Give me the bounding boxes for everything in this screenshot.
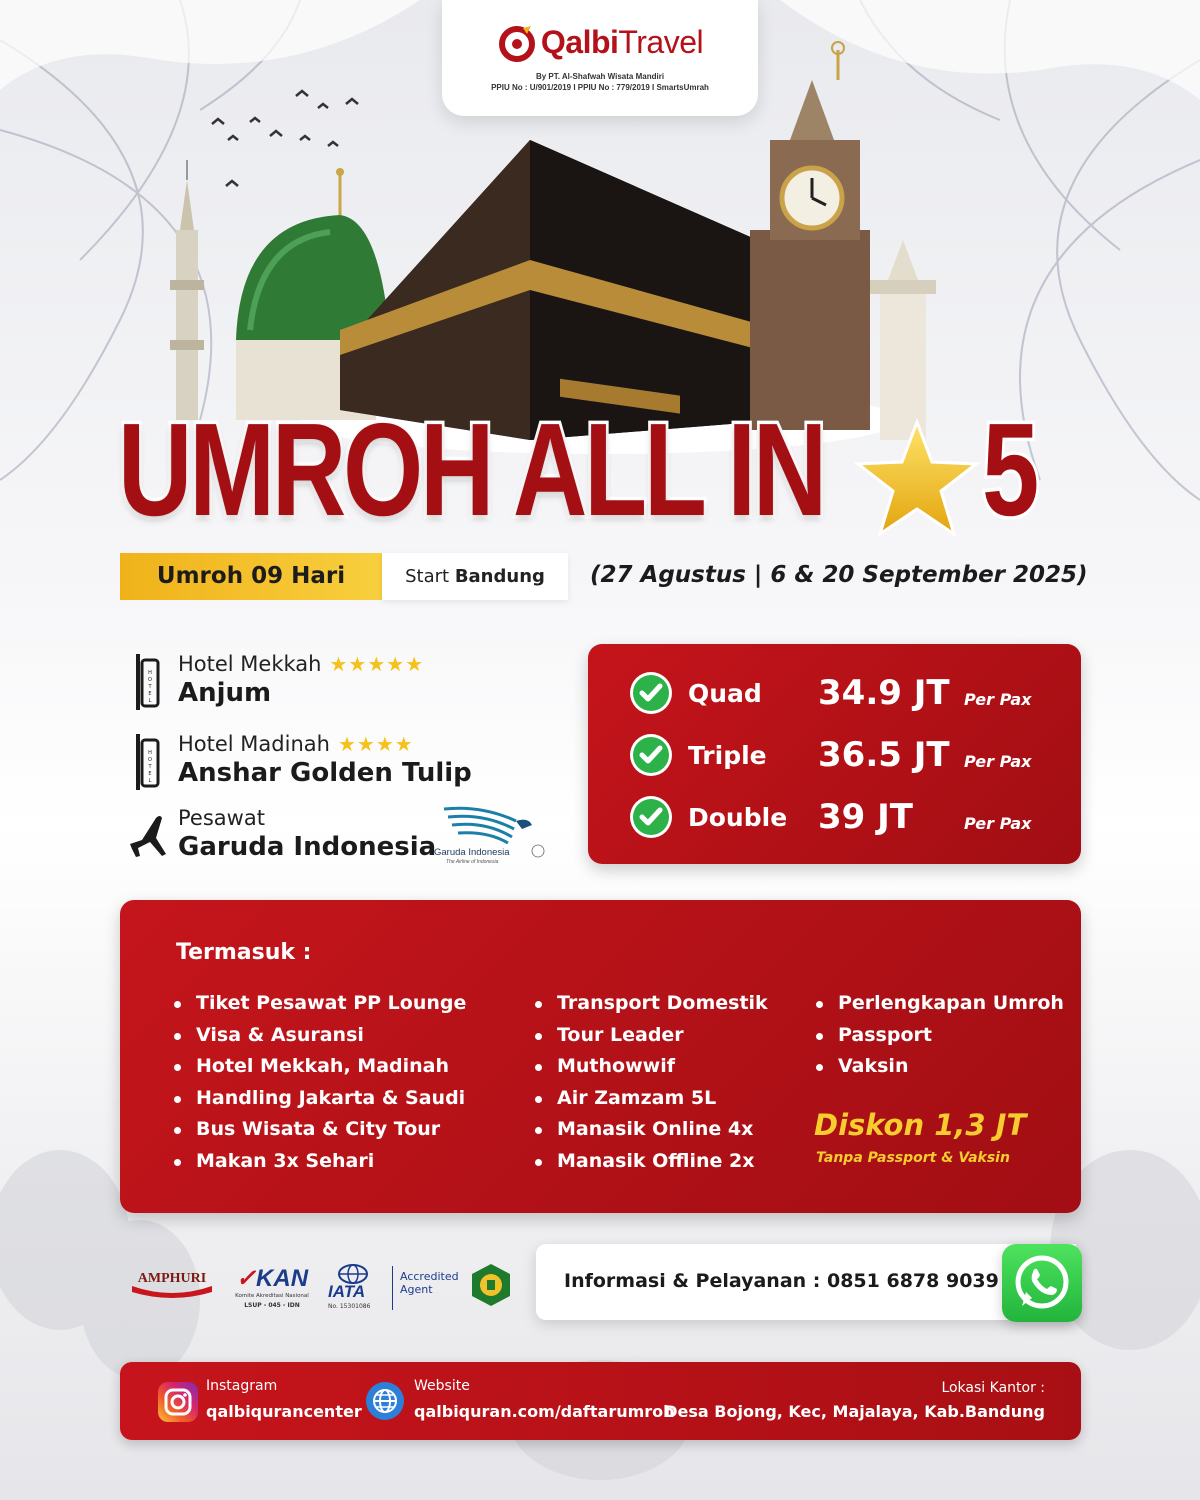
office-address: Desa Bojong, Kec, Majalaya, Kab.Bandung [664,1402,1045,1421]
divider [392,1266,393,1310]
globe-icon[interactable] [366,1382,404,1420]
instagram-label: Instagram [206,1378,278,1394]
price-type: Quad [688,678,762,708]
garuda-logo-text: Garuda Indonesia [434,847,510,858]
list-item: Makan 3x Sehari [174,1146,466,1178]
headline-star-number: 5 [982,396,1040,543]
list-item: Handling Jakarta & Saudi [174,1083,466,1115]
brand-company: By PT. Al-Shafwah Wisata Mandiri [535,72,665,81]
price-type: Double [688,802,788,832]
list-item: Tour Leader [535,1020,768,1052]
website-label: Website [414,1378,470,1394]
iata-number: No. 15301086 [328,1303,371,1310]
garuda-tagline: The Airline of Indonesia [446,859,499,865]
price-per: Per Pax [964,689,1032,709]
plane-label: Pesawat [178,806,265,830]
list-item: Perlengkapan Umroh [816,988,1064,1020]
list-item: Visa & Asuransi [174,1020,466,1052]
includes-column-2 [535,988,768,1177]
hotel-madinah-stars: ★★★★ [337,732,414,756]
hotel-mekkah-stars: ★★★★★ [329,652,425,676]
qalbi-logo-icon [497,22,537,62]
svg-text:O: O [148,677,152,683]
price-value: 34.9 JT [818,673,950,713]
kan-subtitle: Komite Akreditasi Nasional [235,1293,309,1299]
hotel-madinah-label: Hotel Madinah [178,732,330,756]
discount-title: Diskon 1,3 JT [814,1108,1027,1142]
hotel-madinah-name: Anshar Golden Tulip [178,758,472,788]
price-per: Per Pax [964,751,1032,771]
hotel-mekkah-name: Anjum [178,678,272,708]
svg-text:H: H [148,670,152,676]
list-item: Air Zamzam 5L [535,1083,768,1115]
price-row-quad [630,670,1070,716]
list-item: Hotel Mekkah, Madinah [174,1051,466,1083]
start-city: Bandung [454,566,545,587]
svg-text:O: O [148,757,152,763]
price-value: 36.5 JT [818,735,950,775]
check-icon [630,734,672,776]
includes-column-1 [174,988,466,1177]
amphuri-text: AMPHURI [137,1271,207,1286]
amphuri-logo [126,1266,218,1300]
list-item: Passport [816,1020,1064,1052]
price-per: Per Pax [964,813,1032,833]
plane-name: Garuda Indonesia [178,832,437,862]
svg-text:T: T [148,764,152,770]
star-icon [854,418,980,538]
kan-logo: ✓KAN Komite Akreditasi Nasional LSUP - 045 - IDN [230,1266,314,1318]
discount-note: Tanpa Passport & Vaksin [816,1150,1010,1166]
whatsapp-icon [1002,1244,1082,1322]
flight-info [126,806,436,862]
kemenag-logo [468,1262,514,1308]
includes-column-3 [816,988,1064,1083]
svg-text:E: E [148,691,152,697]
iata-accredited: Accredited [400,1270,459,1283]
footer-bar [120,1362,1081,1440]
whatsapp-button[interactable] [1002,1244,1082,1322]
kan-text: KAN [256,1265,309,1292]
brand-name: QalbiTravel [540,23,704,60]
hotel-madinah-info [130,732,472,792]
list-item: Vaksin [816,1051,1064,1083]
office-label: Lokasi Kantor : [941,1380,1045,1396]
svg-text:L: L [148,698,152,704]
includes-title: Termasuk : [176,940,312,965]
instagram-handle[interactable]: qalbiqurancenter [206,1402,362,1421]
svg-text:L: L [148,778,152,784]
price-value: 39 JT [818,797,913,837]
brand-license: PPIU No : U/901/2019 I PPIU No : 779/2019 I SmartsUmrah [491,83,709,92]
hotel-mekkah-label: Hotel Mekkah [178,652,322,676]
includes-box [120,900,1081,1213]
hotel-sign-icon [130,652,170,712]
list-item: Muthowwif [535,1051,768,1083]
check-icon [630,672,672,714]
iata-logo [324,1260,474,1320]
website-url[interactable]: qalbiquran.com/daftarumroh [414,1402,675,1421]
hotel-mekkah-info [130,652,424,712]
departure-dates: (27 Agustus | 6 & 20 September 2025) [590,562,1088,588]
garuda-indonesia-logo [432,803,548,865]
duration-badge: Umroh 09 Hari [120,553,382,600]
airplane-icon [126,810,170,860]
contact-bar [536,1244,1076,1320]
list-item: Transport Domestik [535,988,768,1020]
list-item: Manasik Online 4x [535,1114,768,1146]
price-row-triple [630,732,1070,778]
price-row-double [630,794,1070,840]
list-item: Bus Wisata & City Tour [174,1114,466,1146]
iata-agent: Agent [400,1283,433,1296]
kan-code: LSUP - 045 - IDN [244,1302,300,1309]
instagram-icon[interactable] [158,1382,198,1422]
start-label: Start [405,566,450,587]
globe-icon [336,1262,370,1284]
iata-text: IATA [328,1282,366,1301]
price-box [588,644,1081,864]
svg-text:E: E [148,771,152,777]
price-type: Triple [688,740,767,770]
list-item: Manasik Offline 2x [535,1146,768,1178]
hotel-sign-icon [130,732,170,792]
svg-text:H: H [148,750,152,756]
brand-logo-card [442,0,758,116]
contact-phone[interactable]: Informasi & Pelayanan : 0851 6878 9039 [564,1270,999,1292]
headline-title: UMROH ALL IN [118,396,825,543]
check-icon [630,796,672,838]
svg-text:T: T [148,684,152,690]
start-city-badge [382,553,568,600]
list-item: Tiket Pesawat PP Lounge [174,988,466,1020]
